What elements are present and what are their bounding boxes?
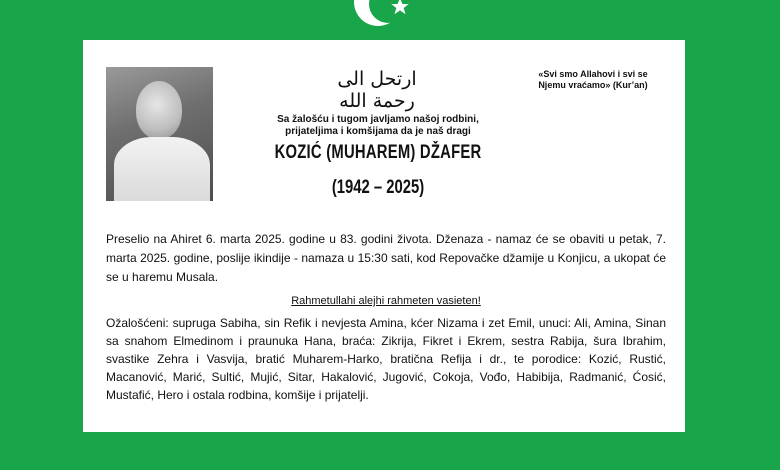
intro-line-2: prijateljima i komšijama da je naš dragi: [285, 126, 471, 137]
quran-quote: [513, 69, 673, 91]
arabic-calligraphy: ارتحل الى رحمة الله: [337, 68, 417, 112]
intro-text: [243, 114, 513, 138]
mourners-paragraph: Ožalošćeni: supruga Sabiha, sin Refik i nevjesta Amina, kćer Nizama i zet Emil, unuci: Ali, Amina, Sinan sa snahom Elmedinom i praunuka Hana, braća: Zikrija, Fikret i Ekrem, sestra Rabija, šura Ibrahim, svastike Zehra i Vasvija, bratić Muharem-Harko, bratična Refija i dr., te porodice: Kozić, Rustić, Macanović, Marić, Sultić, Mujić, Sitar, Hakalović, Jugović, Cokoja, Vođo, Habibija, Radmanić, Ćosić, Mustafić, Hero i ostala rodbina, komšije i prijatelji.: [106, 316, 666, 402]
prayer-line: Rahmetullahi alejhi rahmeten vasieten!: [291, 295, 481, 307]
portrait-photo: [106, 67, 213, 201]
crescent-star-icon: [350, 0, 416, 30]
life-years: (1942 – 2025): [331, 177, 425, 198]
quote-line-1: «Svi smo Allahovi i svi se: [538, 69, 648, 79]
announcement-paragraph: Preselio na Ahiret 6. marta 2025. godine u 83. godini života. Dženaza - namaz će se obaviti u petak, 7. marta 2025. godine, poslije ikindije - namaza u 15:30 sati, kod Repovačke džamije u Konjicu, a ukopat će se u haremu Musala.: [106, 232, 666, 284]
obituary-card: [83, 40, 685, 432]
deceased-name: KOZIĆ (MUHAREM) DŽAFER: [274, 142, 482, 163]
quote-line-2: Njemu vraćamo» (Kur’an): [538, 80, 648, 90]
intro-line-1: Sa žalošću i tugom javljamo našoj rodbini,: [277, 114, 479, 125]
